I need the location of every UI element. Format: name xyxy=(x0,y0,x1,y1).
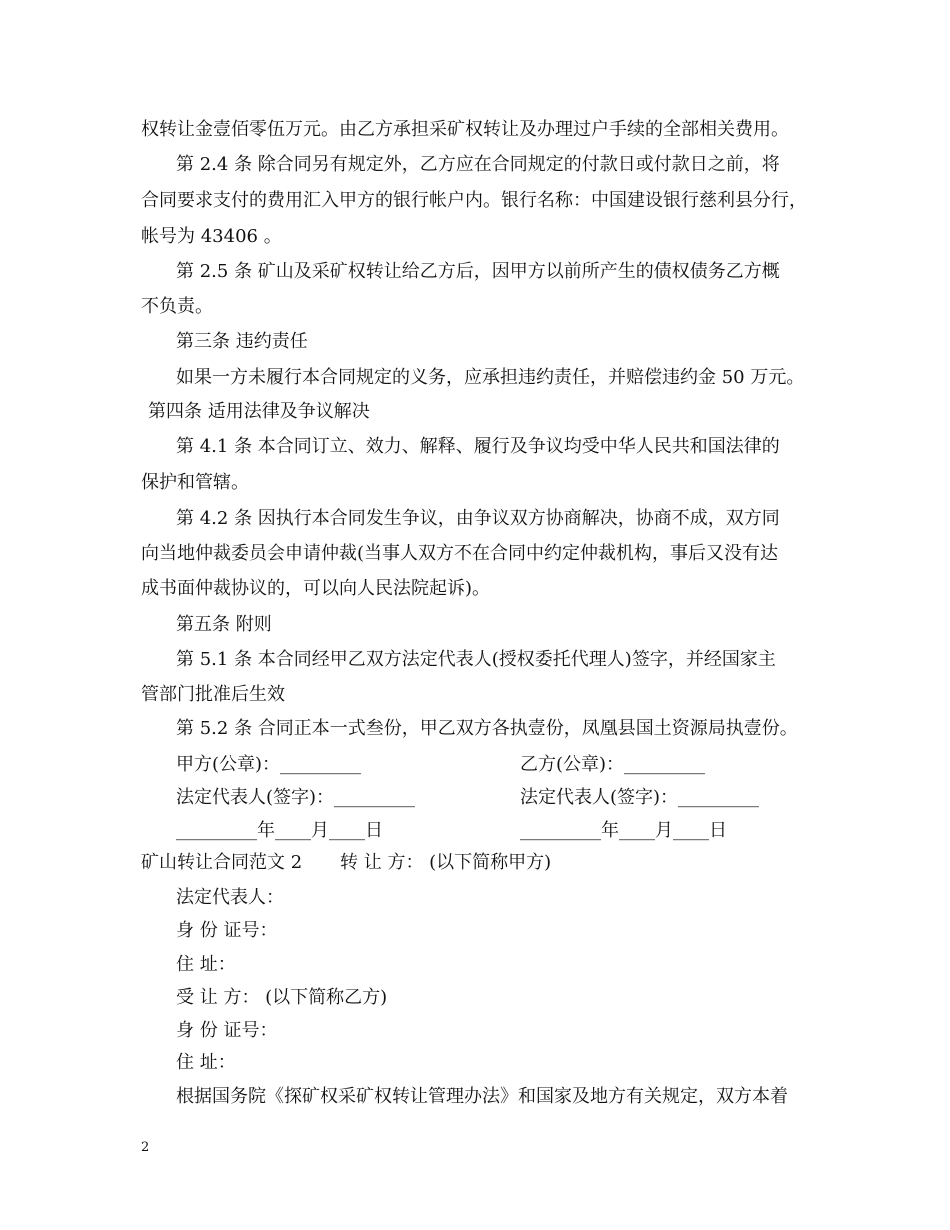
clause-2-4: 第 2.4 条 除合同另有规定外，乙方应在合同规定的付款日或付款日之前，将 xyxy=(176,154,780,175)
id-number-line: 身 份 证号： xyxy=(176,920,278,941)
article-5-heading: 第五条 附则 xyxy=(176,614,272,635)
party-b-seal-field: 乙方(公章)：_________ xyxy=(520,754,706,775)
paragraph-line: 帐号为 43406 。 xyxy=(141,226,282,247)
address-line: 住 址： xyxy=(176,954,236,975)
transferor-line: 转 让 方： (以下简称甲方) xyxy=(340,852,552,873)
paragraph-line: 不负责。 xyxy=(141,296,213,317)
party-a-seal-field: 甲方(公章)：_________ xyxy=(176,754,362,775)
paragraph-line: 根据国务院《探矿权采矿权转让管理办法》和国家及地方有关规定，双方本着 xyxy=(176,1086,788,1107)
party-a-date-field: _________年____月____日 xyxy=(176,820,383,841)
page-number: 2 xyxy=(141,1140,150,1155)
transferee-line: 受 让 方： (以下简称乙方) xyxy=(176,987,388,1008)
paragraph-line: 管部门批准后生效 xyxy=(141,684,285,705)
party-b-date-field: _________年____月____日 xyxy=(520,820,727,841)
paragraph-line: 合同要求支付的费用汇入甲方的银行帐户内。银行名称：中国建设银行慈利县分行， xyxy=(141,190,807,211)
clause-5-2: 第 5.2 条 合同正本一式叁份，甲乙双方各执壹份，凤凰县国土资源局执壹份。 xyxy=(176,718,798,739)
clause-2-5: 第 2.5 条 矿山及采矿权转让给乙方后，因甲方以前所产生的债权债务乙方概 xyxy=(176,261,780,282)
paragraph-line: 向当地仲裁委员会申请仲裁(当事人双方不在合同中约定仲裁机构，事后又没有达 xyxy=(141,543,779,564)
second-contract-title: 矿山转让合同范文 2 xyxy=(141,852,303,873)
paragraph-line: 权转让金壹佰零伍万元。由乙方承担采矿权转让及办理过户手续的全部相关费用。 xyxy=(141,119,789,140)
paragraph-line: 保护和管辖。 xyxy=(141,472,249,493)
clause-4-2: 第 4.2 条 因执行本合同发生争议，由争议双方协商解决，协商不成，双方同 xyxy=(176,508,780,529)
article-4-heading: 第四条 适用法律及争议解决 xyxy=(148,401,370,422)
party-a-representative-field: 法定代表人(签字)：_________ xyxy=(176,787,416,808)
paragraph-line: 如果一方未履行本合同规定的义务，应承担违约责任，并赔偿违约金 50 万元。 xyxy=(176,367,805,388)
clause-4-1: 第 4.1 条 本合同订立、效力、解释、履行及争议均受中华人民共和国法律的 xyxy=(176,436,780,457)
legal-representative-line: 法定代表人： xyxy=(176,887,284,908)
party-b-representative-field: 法定代表人(签字)：_________ xyxy=(520,787,760,808)
id-number-line: 身 份 证号： xyxy=(176,1020,278,1041)
paragraph-line: 成书面仲裁协议的，可以向人民法院起诉)。 xyxy=(141,578,491,599)
address-line: 住 址： xyxy=(176,1052,236,1073)
article-3-heading: 第三条 违约责任 xyxy=(176,331,308,352)
clause-5-1: 第 5.1 条 本合同经甲乙双方法定代表人(授权委托代理人)签字，并经国家主 xyxy=(176,649,776,670)
